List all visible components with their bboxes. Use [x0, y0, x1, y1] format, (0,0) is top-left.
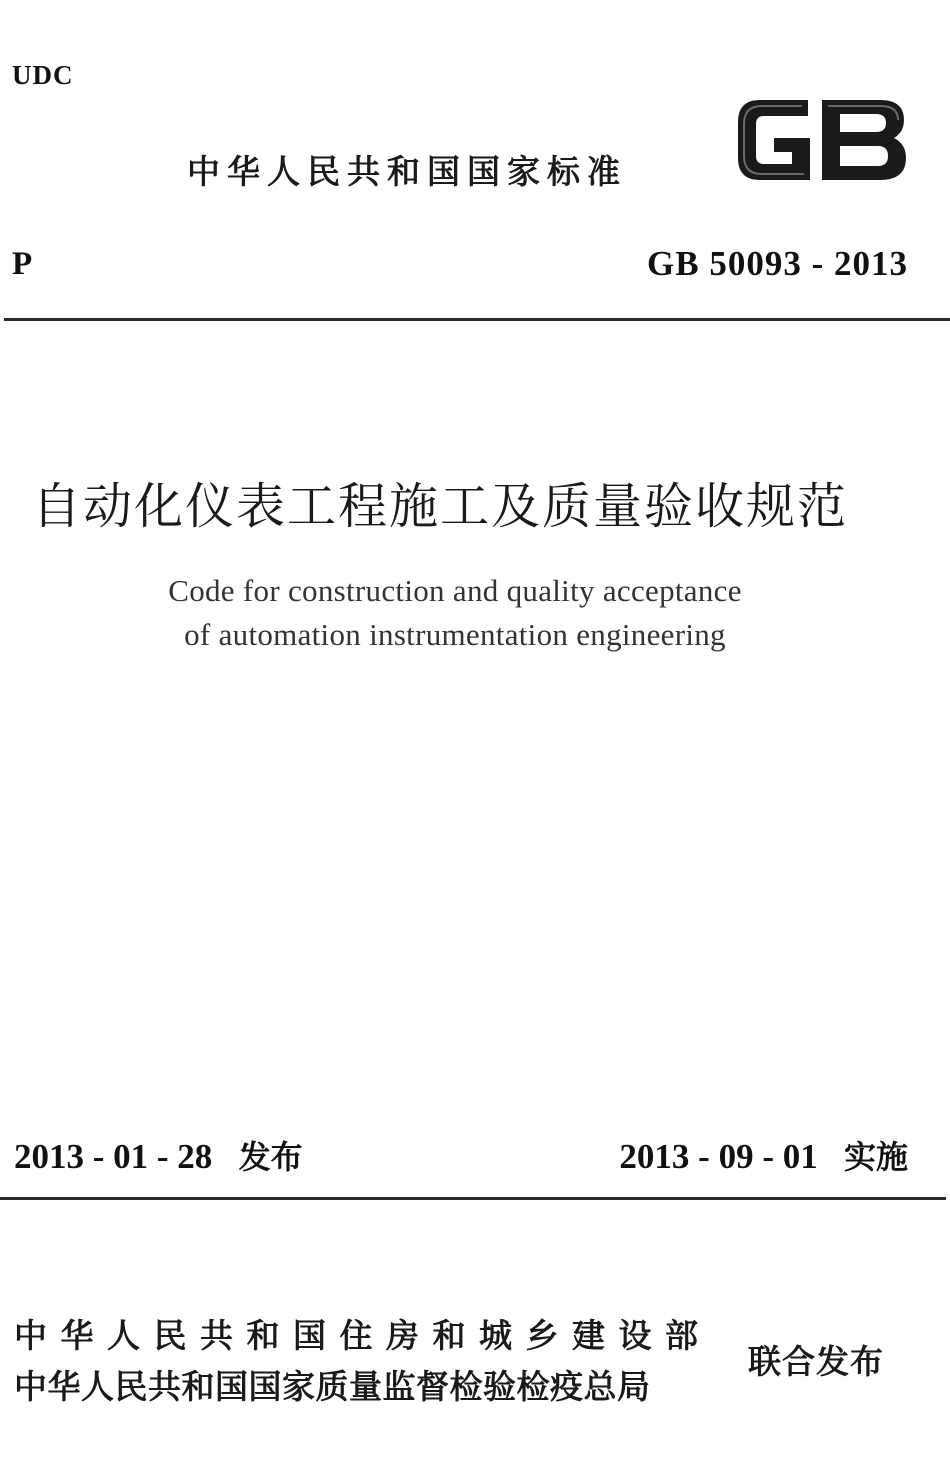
category-code: P — [12, 246, 33, 282]
issue-label: 发布 — [238, 1138, 303, 1176]
jointly-published-label: 联合发布 — [748, 1342, 884, 1381]
english-title-line-2: of automation instrumentation engineering — [184, 617, 726, 652]
publisher-1: 中华人民共和国住房和城乡建设部 — [14, 1316, 712, 1355]
bottom-divider — [0, 1197, 946, 1200]
standard-number: GB 50093 - 2013 — [647, 244, 908, 283]
top-divider — [4, 318, 950, 321]
udc-label: UDC — [12, 60, 74, 90]
implementation-date: 2013 - 09 - 01 — [619, 1137, 818, 1176]
gb-logo-icon — [730, 92, 912, 188]
publisher-2: 中华人民共和国国家质量监督检验检疫总局 — [14, 1367, 651, 1406]
chinese-title: 自动化仪表工程施工及质量验收规范 — [31, 478, 848, 535]
issue-date: 2013 - 01 - 28 — [14, 1137, 213, 1176]
implementation-date-block — [619, 1132, 908, 1178]
english-title-line-1: Code for construction and quality acceptance — [168, 573, 742, 608]
issue-date-block — [14, 1132, 303, 1178]
issuer-title: 中华人民共和国国家标准 — [187, 152, 627, 191]
implementation-label: 实施 — [843, 1138, 908, 1176]
